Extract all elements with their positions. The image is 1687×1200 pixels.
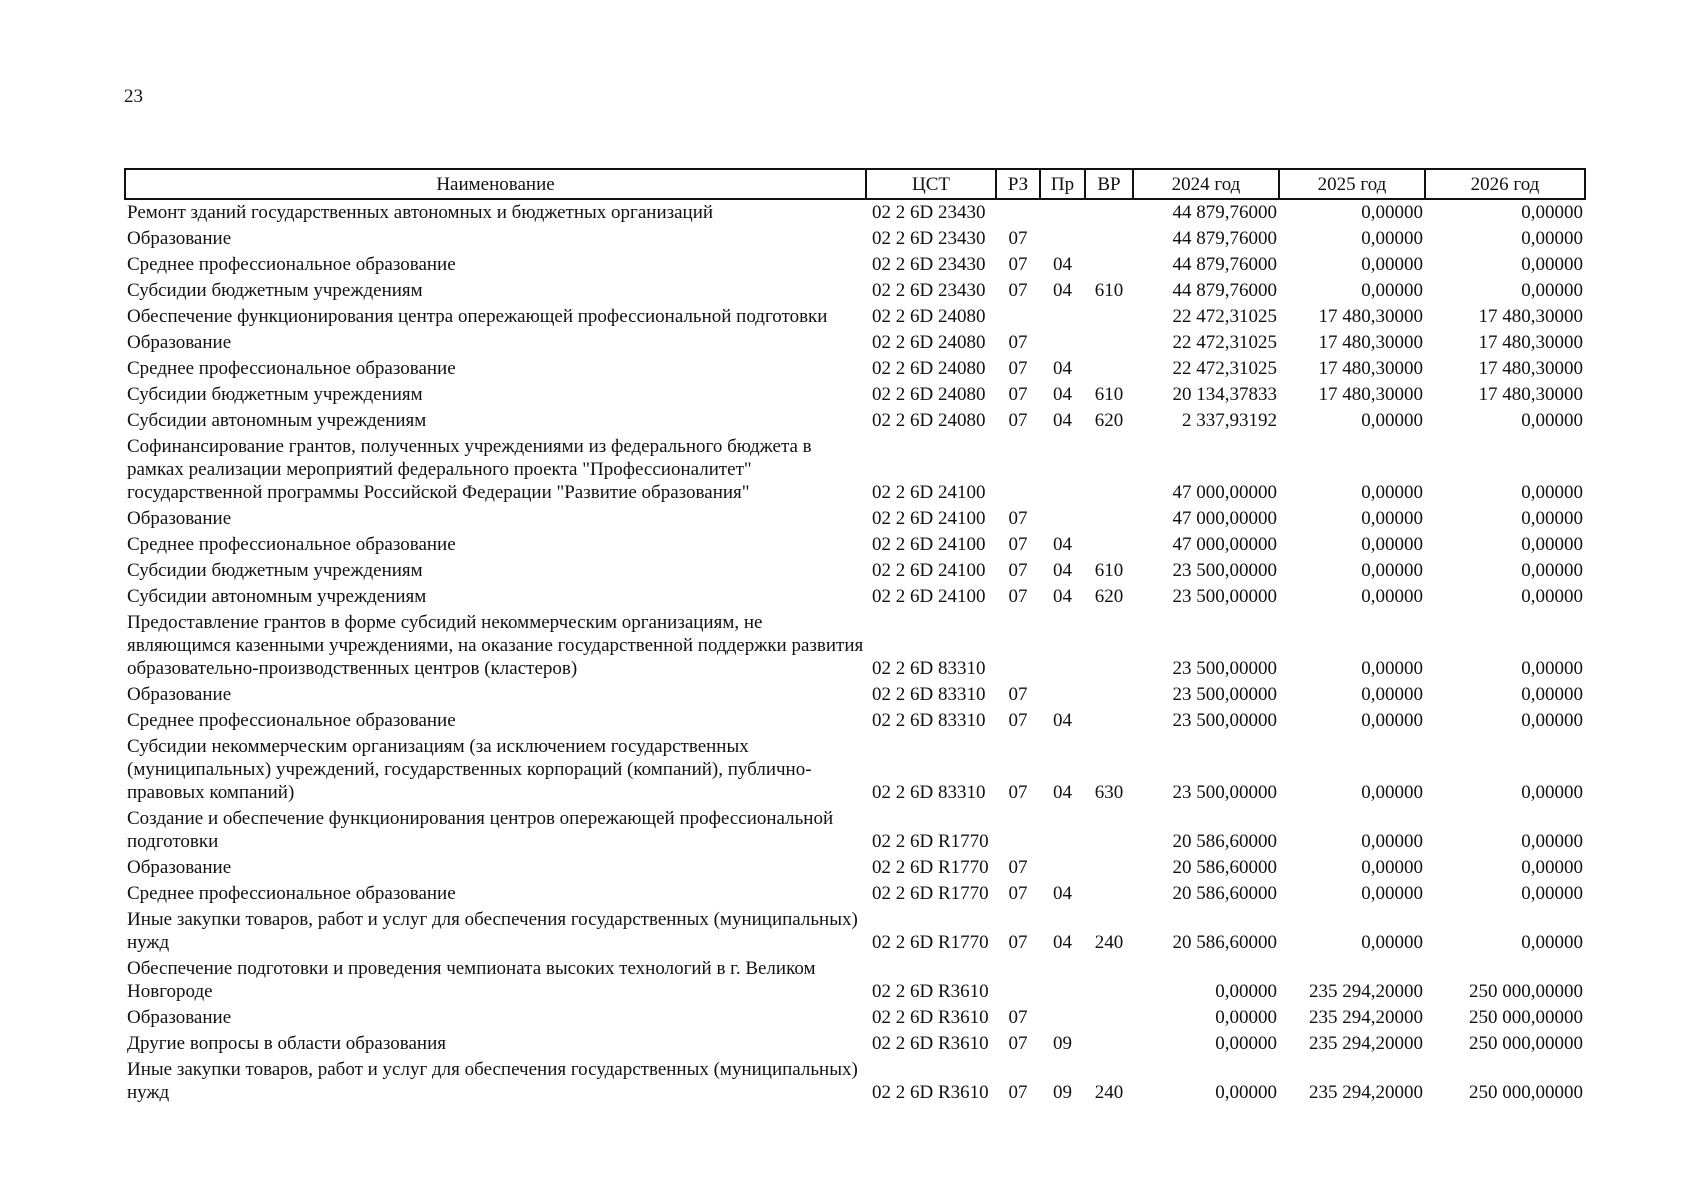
cell-2025: 0,00000 bbox=[1361, 254, 1423, 275]
cell-cst: 02 2 6D R3610 bbox=[872, 1033, 989, 1054]
cell-name: Образование bbox=[127, 1007, 232, 1028]
cell-rz: 07 bbox=[1008, 782, 1028, 803]
cell-rz: 07 bbox=[1008, 410, 1028, 431]
cell-2024: 23 500,00000 bbox=[1172, 684, 1277, 705]
cell-2026: 0,00000 bbox=[1521, 410, 1583, 431]
cell-name: Ремонт зданий государственных автономных и бюджетных организаций bbox=[127, 202, 714, 223]
cell-vr bbox=[1085, 1031, 1133, 1057]
cell-2024: 23 500,00000 bbox=[1172, 782, 1277, 803]
cell-2024: 47 000,00000 bbox=[1172, 534, 1277, 555]
cell-2024: 22 472,31025 bbox=[1172, 306, 1277, 327]
cell-2024: 20 586,60000 bbox=[1172, 857, 1277, 878]
cell-cst: 02 2 6D R3610 bbox=[872, 1007, 989, 1028]
cell-rz: 07 bbox=[1008, 1007, 1028, 1028]
cell-2026: 0,00000 bbox=[1521, 560, 1583, 581]
cell-2026: 0,00000 bbox=[1521, 883, 1583, 904]
table-row bbox=[125, 584, 1585, 610]
cell-2026: 0,00000 bbox=[1521, 831, 1583, 852]
cell-rz: 07 bbox=[1008, 534, 1028, 555]
table-row bbox=[125, 610, 1585, 682]
cell-vr: 610 bbox=[1094, 280, 1124, 301]
cell-name: Создание и обеспечение функционирования центров опережающей профессиональной подготовки bbox=[127, 808, 834, 852]
cell-name: Предоставление грантов в форме субсидий некоммерческим организациям, не являющимся казенными учреждениями, на оказание государственной поддержки развития образовательно-производственных центров (кластеров) bbox=[127, 612, 864, 679]
header-2025: 2025 год bbox=[1279, 169, 1425, 199]
cell-cst: 02 2 6D 23430 bbox=[872, 202, 986, 223]
cell-2026: 0,00000 bbox=[1521, 254, 1583, 275]
cell-name: Образование bbox=[127, 857, 232, 878]
cell-2026: 0,00000 bbox=[1521, 684, 1583, 705]
cell-2024: 23 500,00000 bbox=[1172, 560, 1277, 581]
cell-2024: 0,00000 bbox=[1215, 981, 1277, 1002]
cell-pr: 04 bbox=[1053, 883, 1072, 904]
cell-cst: 02 2 6D 23430 bbox=[872, 228, 986, 249]
cell-rz: 07 bbox=[1008, 280, 1028, 301]
table-row bbox=[125, 356, 1585, 382]
table-row bbox=[125, 1005, 1585, 1031]
cell-2026: 17 480,30000 bbox=[1478, 384, 1583, 405]
cell-pr: 04 bbox=[1053, 710, 1072, 731]
table-row bbox=[125, 855, 1585, 881]
cell-vr bbox=[1085, 330, 1133, 356]
cell-2024: 44 879,76000 bbox=[1172, 202, 1277, 223]
cell-vr: 610 bbox=[1094, 384, 1124, 405]
cell-2025: 17 480,30000 bbox=[1318, 358, 1423, 379]
cell-vr bbox=[1085, 356, 1133, 382]
cell-vr bbox=[1085, 708, 1133, 734]
cell-pr bbox=[1040, 855, 1085, 881]
cell-rz: 07 bbox=[1008, 932, 1028, 953]
cell-cst: 02 2 6D 83310 bbox=[872, 684, 986, 705]
cell-2025: 0,00000 bbox=[1361, 228, 1423, 249]
cell-vr bbox=[1085, 434, 1133, 506]
cell-2024: 22 472,31025 bbox=[1172, 332, 1277, 353]
cell-pr: 04 bbox=[1053, 384, 1072, 405]
cell-pr bbox=[1040, 226, 1085, 252]
cell-pr: 04 bbox=[1053, 782, 1072, 803]
cell-cst: 02 2 6D 24080 bbox=[872, 410, 986, 431]
table-row bbox=[125, 558, 1585, 584]
cell-pr bbox=[1040, 610, 1085, 682]
cell-pr: 09 bbox=[1053, 1082, 1072, 1103]
cell-2024: 2 337,93192 bbox=[1182, 410, 1277, 431]
table-row bbox=[125, 408, 1585, 434]
table-row bbox=[125, 252, 1585, 278]
cell-2024: 47 000,00000 bbox=[1172, 482, 1277, 503]
cell-2026: 250 000,00000 bbox=[1469, 1033, 1583, 1054]
cell-cst: 02 2 6D R1770 bbox=[872, 831, 989, 852]
cell-vr bbox=[1085, 1005, 1133, 1031]
cell-2025: 0,00000 bbox=[1361, 710, 1423, 731]
cell-cst: 02 2 6D 24100 bbox=[872, 560, 986, 581]
cell-2025: 0,00000 bbox=[1361, 684, 1423, 705]
cell-pr bbox=[1040, 956, 1085, 1005]
table-row bbox=[125, 682, 1585, 708]
cell-2026: 0,00000 bbox=[1521, 857, 1583, 878]
cell-rz bbox=[996, 956, 1040, 1005]
table-row bbox=[125, 532, 1585, 558]
cell-vr: 610 bbox=[1094, 560, 1124, 581]
cell-vr bbox=[1085, 956, 1133, 1005]
table-body bbox=[125, 199, 1585, 1106]
cell-rz bbox=[996, 610, 1040, 682]
cell-2026: 250 000,00000 bbox=[1469, 1082, 1583, 1103]
header-2026: 2026 год bbox=[1425, 169, 1585, 199]
cell-2026: 0,00000 bbox=[1521, 782, 1583, 803]
cell-pr: 04 bbox=[1053, 534, 1072, 555]
cell-2026: 250 000,00000 bbox=[1469, 981, 1583, 1002]
table-row bbox=[125, 226, 1585, 252]
cell-2025: 17 480,30000 bbox=[1318, 306, 1423, 327]
table-row bbox=[125, 278, 1585, 304]
cell-name: Субсидии бюджетным учреждениям bbox=[127, 280, 423, 301]
table-row bbox=[125, 881, 1585, 907]
cell-name: Обеспечение функционирования центра опережающей профессиональной подготовки bbox=[127, 306, 828, 327]
cell-2026: 0,00000 bbox=[1521, 658, 1583, 679]
cell-2024: 20 134,37833 bbox=[1172, 384, 1277, 405]
cell-2026: 0,00000 bbox=[1521, 534, 1583, 555]
cell-cst: 02 2 6D 24080 bbox=[872, 384, 986, 405]
table-row bbox=[125, 1057, 1585, 1106]
cell-2024: 0,00000 bbox=[1215, 1033, 1277, 1054]
cell-2024: 23 500,00000 bbox=[1172, 586, 1277, 607]
cell-name: Субсидии автономным учреждениям bbox=[127, 586, 427, 607]
cell-name: Иные закупки товаров, работ и услуг для обеспечения государственных (муниципальных) нужд bbox=[127, 909, 858, 953]
cell-2026: 250 000,00000 bbox=[1469, 1007, 1583, 1028]
cell-cst: 02 2 6D 83310 bbox=[872, 710, 986, 731]
cell-name: Другие вопросы в области образования bbox=[127, 1033, 446, 1054]
table-row bbox=[125, 434, 1585, 506]
cell-2025: 235 294,20000 bbox=[1309, 1007, 1423, 1028]
cell-2024: 44 879,76000 bbox=[1172, 254, 1277, 275]
cell-name: Иные закупки товаров, работ и услуг для обеспечения государственных (муниципальных) нужд bbox=[127, 1059, 858, 1103]
table-row bbox=[125, 506, 1585, 532]
cell-cst: 02 2 6D 83310 bbox=[872, 658, 986, 679]
cell-vr bbox=[1085, 806, 1133, 855]
cell-2026: 17 480,30000 bbox=[1478, 306, 1583, 327]
cell-pr bbox=[1040, 506, 1085, 532]
cell-cst: 02 2 6D 24100 bbox=[872, 586, 986, 607]
table-row bbox=[125, 330, 1585, 356]
cell-pr: 04 bbox=[1053, 280, 1072, 301]
cell-name: Субсидии автономным учреждениям bbox=[127, 410, 427, 431]
cell-cst: 02 2 6D 24100 bbox=[872, 482, 986, 503]
cell-cst: 02 2 6D 24100 bbox=[872, 534, 986, 555]
cell-name: Софинансирование грантов, полученных учреждениями из федерального бюджета в рамках реализации мероприятий федерального проекта "Профессионалитет" государственной программы Российской Федерации "Развитие образования" bbox=[127, 436, 812, 503]
cell-name: Субсидии некоммерческим организациям (за исключением государственных (муниципальных) учреждений, государственных корпораций (компаний), публично-правовых компаний) bbox=[127, 736, 812, 803]
table-row bbox=[125, 734, 1585, 806]
cell-rz: 07 bbox=[1008, 1082, 1028, 1103]
cell-2025: 235 294,20000 bbox=[1309, 1082, 1423, 1103]
cell-pr bbox=[1040, 682, 1085, 708]
table-row bbox=[125, 708, 1585, 734]
cell-name: Образование bbox=[127, 228, 232, 249]
cell-2025: 0,00000 bbox=[1361, 932, 1423, 953]
cell-vr: 240 bbox=[1094, 1082, 1124, 1103]
cell-rz bbox=[996, 304, 1040, 330]
cell-rz bbox=[996, 434, 1040, 506]
header-cst: ЦСТ bbox=[866, 169, 996, 199]
cell-name: Среднее профессиональное образование bbox=[127, 883, 456, 904]
cell-2024: 23 500,00000 bbox=[1172, 710, 1277, 731]
cell-rz: 07 bbox=[1008, 228, 1028, 249]
cell-vr: 630 bbox=[1094, 782, 1124, 803]
cell-pr bbox=[1040, 304, 1085, 330]
cell-vr: 240 bbox=[1094, 932, 1124, 953]
cell-2025: 0,00000 bbox=[1361, 202, 1423, 223]
cell-pr: 09 bbox=[1053, 1033, 1072, 1054]
cell-rz: 07 bbox=[1008, 508, 1028, 529]
cell-2025: 235 294,20000 bbox=[1309, 1033, 1423, 1054]
cell-2025: 0,00000 bbox=[1361, 883, 1423, 904]
cell-rz: 07 bbox=[1008, 710, 1028, 731]
cell-name: Обеспечение подготовки и проведения чемпионата высоких технологий в г. Великом Новгороде bbox=[127, 958, 816, 1002]
cell-2026: 0,00000 bbox=[1521, 202, 1583, 223]
cell-pr: 04 bbox=[1053, 932, 1072, 953]
cell-2025: 0,00000 bbox=[1361, 658, 1423, 679]
cell-name: Среднее профессиональное образование bbox=[127, 254, 456, 275]
cell-rz: 07 bbox=[1008, 1033, 1028, 1054]
cell-pr bbox=[1040, 330, 1085, 356]
cell-vr: 620 bbox=[1094, 410, 1124, 431]
header-2024: 2024 год bbox=[1133, 169, 1279, 199]
cell-2025: 235 294,20000 bbox=[1309, 981, 1423, 1002]
table-row bbox=[125, 956, 1585, 1005]
cell-2025: 0,00000 bbox=[1361, 508, 1423, 529]
cell-2026: 0,00000 bbox=[1521, 482, 1583, 503]
cell-2025: 0,00000 bbox=[1361, 857, 1423, 878]
cell-pr bbox=[1040, 434, 1085, 506]
header-rz: РЗ bbox=[996, 169, 1040, 199]
cell-cst: 02 2 6D 24100 bbox=[872, 508, 986, 529]
cell-rz: 07 bbox=[1008, 684, 1028, 705]
cell-cst: 02 2 6D R1770 bbox=[872, 857, 989, 878]
cell-2025: 0,00000 bbox=[1361, 482, 1423, 503]
cell-pr: 04 bbox=[1053, 586, 1072, 607]
cell-2025: 0,00000 bbox=[1361, 280, 1423, 301]
cell-2024: 0,00000 bbox=[1215, 1082, 1277, 1103]
cell-2026: 0,00000 bbox=[1521, 228, 1583, 249]
cell-cst: 02 2 6D 24080 bbox=[872, 358, 986, 379]
cell-vr bbox=[1085, 304, 1133, 330]
cell-2026: 0,00000 bbox=[1521, 508, 1583, 529]
cell-cst: 02 2 6D R1770 bbox=[872, 932, 989, 953]
cell-rz: 07 bbox=[1008, 358, 1028, 379]
cell-vr bbox=[1085, 610, 1133, 682]
cell-vr bbox=[1085, 532, 1133, 558]
cell-2026: 0,00000 bbox=[1521, 586, 1583, 607]
cell-2026: 17 480,30000 bbox=[1478, 358, 1583, 379]
cell-2024: 22 472,31025 bbox=[1172, 358, 1277, 379]
cell-rz: 07 bbox=[1008, 883, 1028, 904]
cell-name: Субсидии бюджетным учреждениям bbox=[127, 560, 423, 581]
cell-2024: 20 586,60000 bbox=[1172, 932, 1277, 953]
cell-cst: 02 2 6D 23430 bbox=[872, 280, 986, 301]
cell-cst: 02 2 6D 24080 bbox=[872, 306, 986, 327]
cell-2024: 44 879,76000 bbox=[1172, 280, 1277, 301]
header-vr: ВР bbox=[1085, 169, 1133, 199]
header-pr: Пр bbox=[1040, 169, 1085, 199]
cell-2026: 17 480,30000 bbox=[1478, 332, 1583, 353]
cell-vr: 620 bbox=[1094, 586, 1124, 607]
cell-2025: 17 480,30000 bbox=[1318, 332, 1423, 353]
cell-2024: 44 879,76000 bbox=[1172, 228, 1277, 249]
cell-pr: 04 bbox=[1053, 358, 1072, 379]
cell-vr bbox=[1085, 682, 1133, 708]
cell-name: Среднее профессиональное образование bbox=[127, 534, 456, 555]
cell-pr: 04 bbox=[1053, 560, 1072, 581]
cell-name: Субсидии бюджетным учреждениям bbox=[127, 384, 423, 405]
cell-vr bbox=[1085, 855, 1133, 881]
cell-name: Образование bbox=[127, 684, 232, 705]
table-row bbox=[125, 199, 1585, 226]
budget-table bbox=[124, 168, 1586, 1106]
cell-2025: 0,00000 bbox=[1361, 534, 1423, 555]
cell-pr bbox=[1040, 1005, 1085, 1031]
table-row bbox=[125, 382, 1585, 408]
cell-2025: 0,00000 bbox=[1361, 560, 1423, 581]
cell-name: Образование bbox=[127, 508, 232, 529]
cell-2025: 17 480,30000 bbox=[1318, 384, 1423, 405]
cell-vr bbox=[1085, 506, 1133, 532]
cell-pr bbox=[1040, 199, 1085, 226]
cell-cst: 02 2 6D R1770 bbox=[872, 883, 989, 904]
cell-cst: 02 2 6D 24080 bbox=[872, 332, 986, 353]
cell-vr bbox=[1085, 199, 1133, 226]
table-row bbox=[125, 304, 1585, 330]
cell-pr: 04 bbox=[1053, 410, 1072, 431]
cell-name: Среднее профессиональное образование bbox=[127, 358, 456, 379]
table-header-row bbox=[125, 169, 1585, 199]
page-number: 23 bbox=[124, 86, 143, 107]
cell-cst: 02 2 6D 83310 bbox=[872, 782, 986, 803]
cell-pr: 04 bbox=[1053, 254, 1072, 275]
cell-cst: 02 2 6D R3610 bbox=[872, 1082, 989, 1103]
cell-rz: 07 bbox=[1008, 560, 1028, 581]
cell-vr bbox=[1085, 252, 1133, 278]
cell-2026: 0,00000 bbox=[1521, 710, 1583, 731]
cell-2026: 0,00000 bbox=[1521, 932, 1583, 953]
cell-2024: 47 000,00000 bbox=[1172, 508, 1277, 529]
cell-2025: 0,00000 bbox=[1361, 410, 1423, 431]
table-row bbox=[125, 1031, 1585, 1057]
cell-2025: 0,00000 bbox=[1361, 831, 1423, 852]
cell-vr bbox=[1085, 226, 1133, 252]
cell-rz bbox=[996, 199, 1040, 226]
cell-name: Среднее профессиональное образование bbox=[127, 710, 456, 731]
cell-rz: 07 bbox=[1008, 332, 1028, 353]
cell-rz: 07 bbox=[1008, 857, 1028, 878]
cell-vr bbox=[1085, 881, 1133, 907]
cell-pr bbox=[1040, 806, 1085, 855]
cell-2025: 0,00000 bbox=[1361, 782, 1423, 803]
cell-2024: 0,00000 bbox=[1215, 1007, 1277, 1028]
cell-2024: 20 586,60000 bbox=[1172, 883, 1277, 904]
table-row bbox=[125, 907, 1585, 956]
cell-cst: 02 2 6D 23430 bbox=[872, 254, 986, 275]
cell-name: Образование bbox=[127, 332, 232, 353]
table-row bbox=[125, 806, 1585, 855]
cell-rz: 07 bbox=[1008, 586, 1028, 607]
cell-2025: 0,00000 bbox=[1361, 586, 1423, 607]
cell-2024: 23 500,00000 bbox=[1172, 658, 1277, 679]
header-name: Наименование bbox=[125, 169, 866, 199]
cell-rz: 07 bbox=[1008, 254, 1028, 275]
cell-cst: 02 2 6D R3610 bbox=[872, 981, 989, 1002]
cell-2024: 20 586,60000 bbox=[1172, 831, 1277, 852]
cell-rz: 07 bbox=[1008, 384, 1028, 405]
cell-rz bbox=[996, 806, 1040, 855]
cell-2026: 0,00000 bbox=[1521, 280, 1583, 301]
